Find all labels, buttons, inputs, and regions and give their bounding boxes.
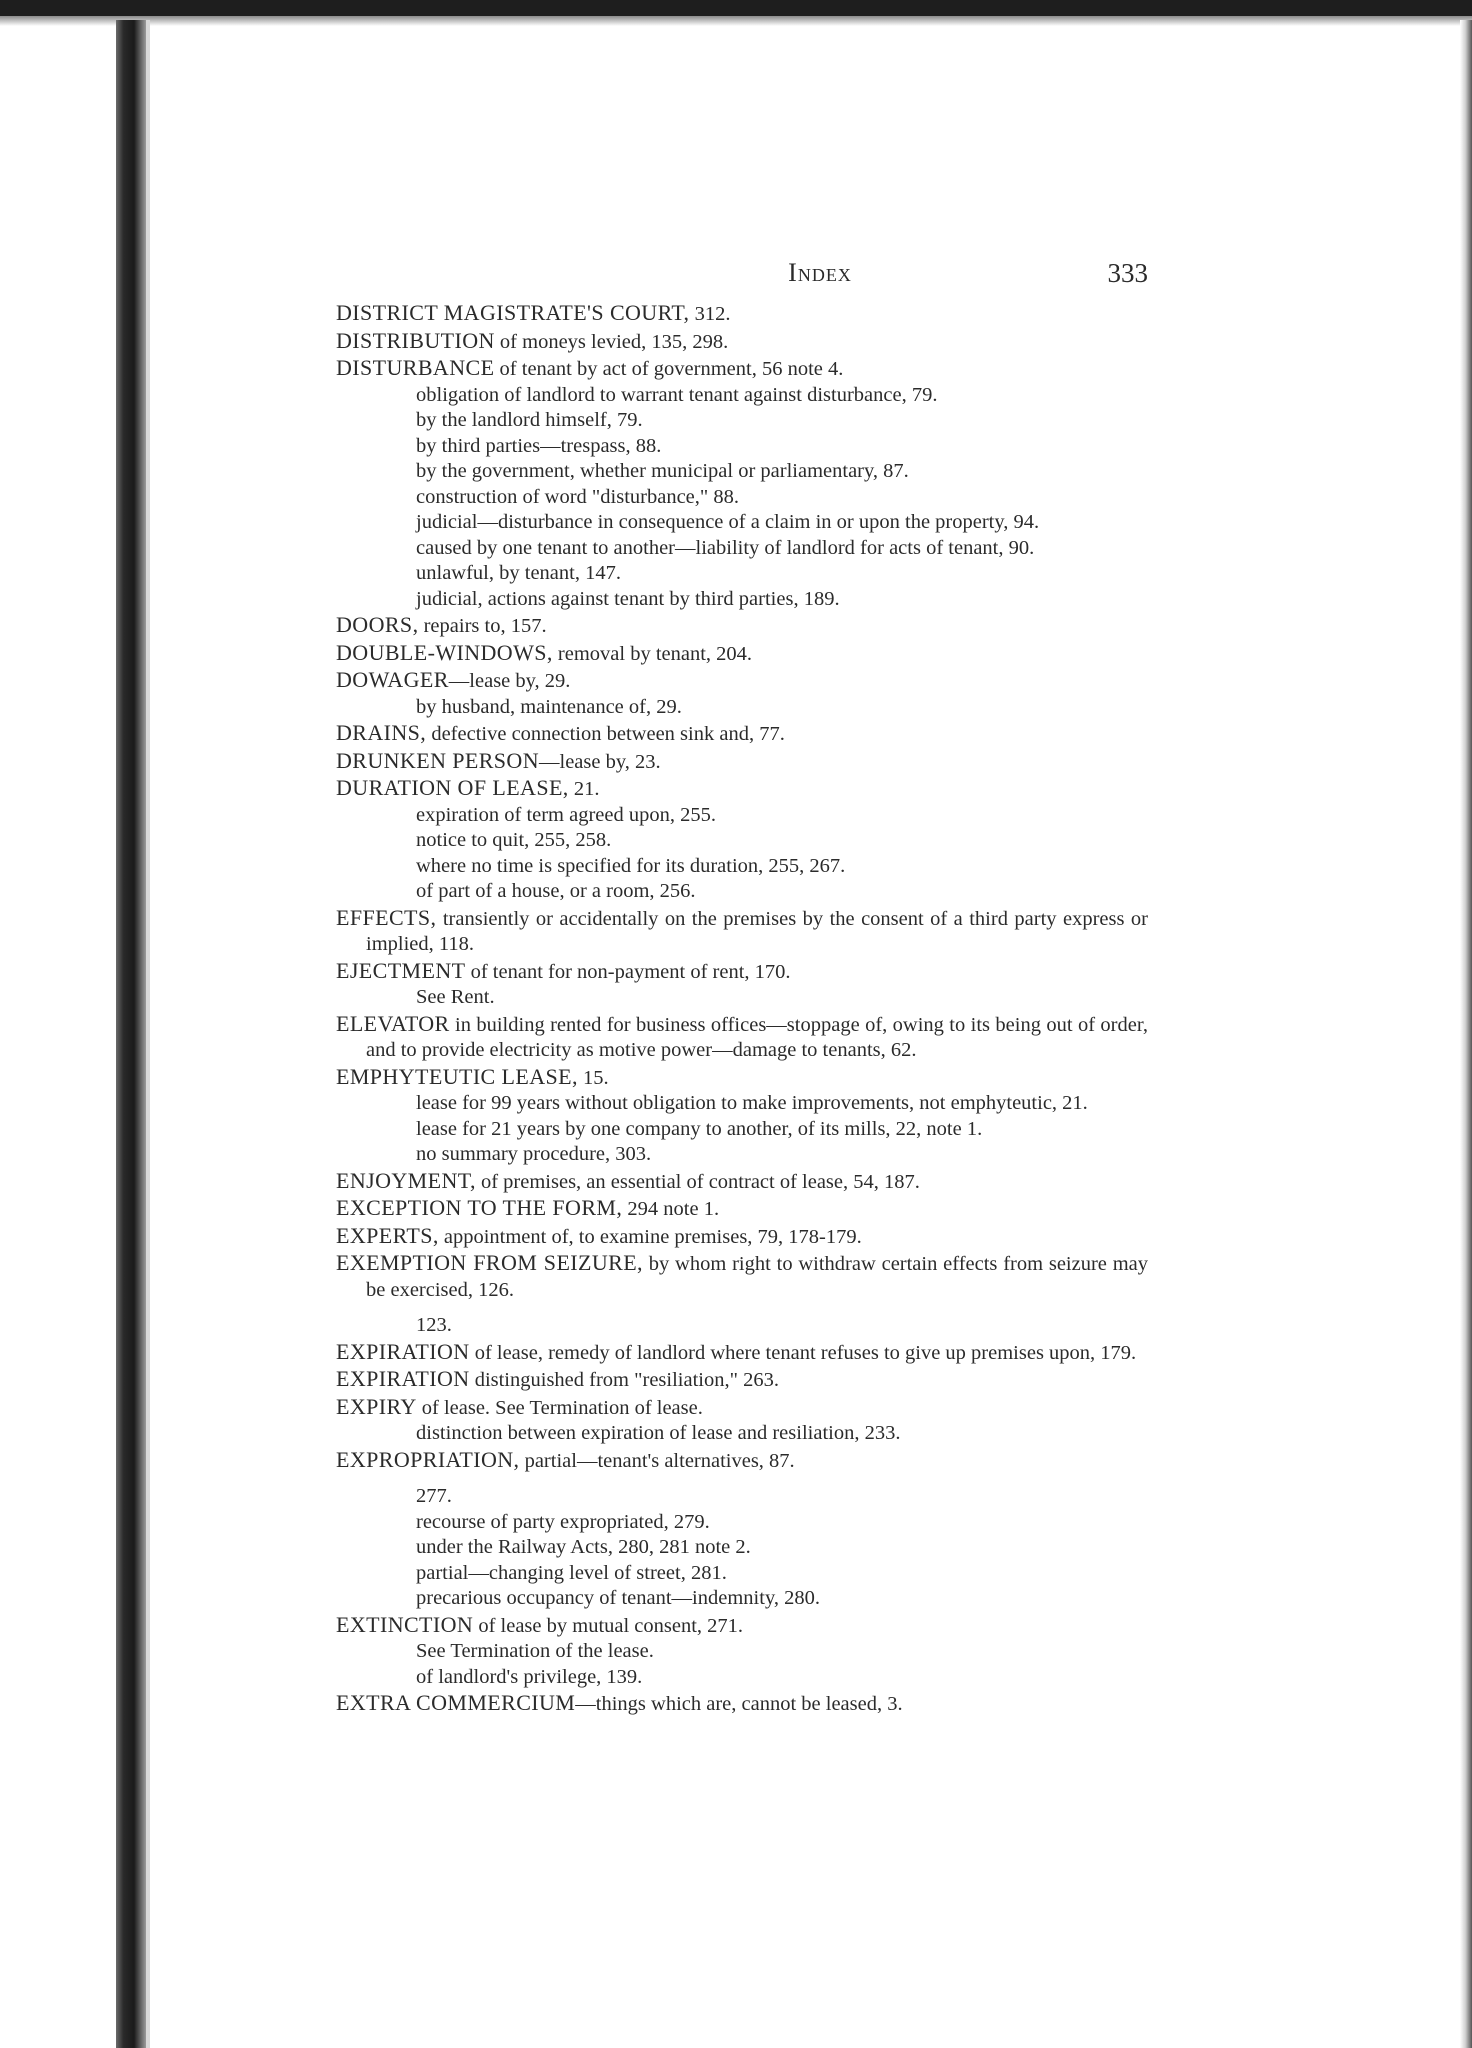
index-entry (336, 1394, 1148, 1422)
entry-text: by the government, whether municipal or parliamentary, 87. (416, 460, 909, 482)
index-subentry (336, 536, 1148, 562)
index-entry (336, 1011, 1148, 1064)
entry-heading: DOORS, (336, 612, 419, 637)
index-subentry (336, 408, 1148, 434)
index-entry (336, 1168, 1148, 1196)
index-subentry (336, 459, 1148, 485)
entry-text: 312. (689, 303, 731, 325)
book-spine-highlight (146, 20, 150, 2048)
entry-text: caused by one tenant to another—liability of landlord for acts of tenant, 90. (416, 536, 1035, 559)
entry-heading: EXPIRATION (336, 1338, 470, 1364)
entry-text: of lease by mutual consent, 271. (473, 1614, 744, 1637)
scan-top-border (0, 0, 1472, 16)
entry-text: 294 note 1. (622, 1198, 720, 1220)
index-entry (336, 1612, 1148, 1640)
book-spine-edge (116, 20, 146, 2048)
entry-heading: EXTRA COMMERCIUM (336, 1690, 576, 1715)
entry-text: of tenant by act of government, 56 note 4. (494, 358, 844, 380)
index-entry (336, 612, 1148, 640)
entry-text: by third parties—trespass, 88. (416, 434, 662, 457)
entry-text: judicial, actions against tenant by third parties, 189. (416, 587, 840, 610)
entry-text: partial—tenant's alternatives, 87. (519, 1449, 795, 1472)
entry-text: 15. (577, 1066, 609, 1089)
index-subentry (336, 1561, 1148, 1587)
index-entry (336, 1339, 1148, 1367)
index-list (336, 300, 1148, 1718)
entry-text: of premises, an essential of contract of lease, 54, 187. (475, 1170, 920, 1193)
entry-text: expiration of term agreed upon, 255. (416, 803, 717, 826)
index-entry (336, 720, 1148, 748)
entry-heading: DISTRIBUTION (336, 327, 495, 353)
index-subentry (336, 1639, 1148, 1665)
entry-heading: EXPERTS, (336, 1222, 439, 1248)
index-entry (336, 1064, 1148, 1092)
entry-text: of lease. See Termination of lease. (416, 1396, 703, 1419)
index-subentry (336, 485, 1148, 511)
entry-text: no summary procedure, 303. (416, 1143, 652, 1165)
index-subentry (336, 803, 1148, 829)
entry-heading: EXTINCTION (336, 1611, 474, 1637)
entry-text: See Termination of the lease. (416, 1640, 654, 1662)
entry-text: of lease, remedy of landlord where tenant refuses to give up premises upon, 179. (469, 1341, 1137, 1364)
index-subentry (336, 879, 1148, 905)
index-subentry (336, 1313, 1148, 1339)
entry-text: precarious occupancy of tenant—indemnity, 280. (416, 1587, 820, 1609)
index-entry (336, 748, 1148, 776)
running-head: Index (788, 258, 852, 287)
entry-text: where no time is specified for its duration, 255, 267. (416, 854, 846, 877)
entry-text: 21. (568, 778, 600, 800)
entry-heading: DRUNKEN PERSON (336, 747, 540, 773)
entry-text: defective connection between sink and, 77. (426, 723, 785, 745)
entry-heading: DOUBLE-WINDOWS, (336, 639, 553, 665)
entry-text: of part of a house, or a room, 256. (416, 880, 696, 902)
index-subentry (336, 434, 1148, 460)
entry-heading: EFFECTS, (336, 904, 437, 930)
entry-text: repairs to, 157. (418, 615, 547, 637)
entry-heading: DISTRICT MAGISTRATE'S COURT, (336, 300, 690, 325)
entry-text: —lease by, 23. (539, 750, 661, 773)
index-entry (336, 640, 1148, 668)
entry-heading: ENJOYMENT, (336, 1167, 476, 1193)
entry-heading: DISTURBANCE (336, 355, 495, 380)
entry-text: partial—changing level of street, 281. (416, 1561, 727, 1584)
index-subentry (336, 510, 1148, 536)
entry-text: lease for 21 years by one company to another, of its mills, 22, note 1. (416, 1117, 983, 1140)
entry-heading: DOWAGER (336, 667, 449, 692)
index-subentry (336, 1586, 1148, 1612)
entry-heading: EJECTMENT (336, 957, 466, 983)
entry-heading: DRAINS, (336, 720, 427, 745)
index-subentry (336, 383, 1148, 409)
entry-text: of moneys levied, 135, 298. (494, 330, 729, 353)
entry-text: of landlord's privilege, 139. (416, 1665, 643, 1688)
entry-heading: EXPIRATION (336, 1366, 470, 1391)
entry-text: in building rented for business offices—stoppage of, owing to its being out of order, and to provide electricity as motive power—damage to tenants, 62. (366, 1013, 1148, 1061)
entry-text: by the landlord himself, 79. (416, 409, 643, 431)
entry-text: 277. (416, 1485, 452, 1507)
entry-heading: EXPIRY (336, 1393, 417, 1419)
entry-text: transiently or accidentally on the premises by the consent of a third party express or implied, 118. (366, 907, 1148, 955)
entry-text: distinction between expiration of lease and resiliation, 233. (416, 1422, 901, 1444)
index-subentry (336, 1421, 1148, 1447)
entry-text: of tenant for non-payment of rent, 170. (465, 960, 791, 983)
index-subentry (336, 1142, 1148, 1168)
entry-text: appointment of, to examine premises, 79, 178-179. (438, 1225, 862, 1248)
entry-heading: DURATION OF LEASE, (336, 775, 569, 800)
entry-text: by whom right to withdraw certain effects from seizure may be exercised, 126. (366, 1253, 1148, 1301)
index-subentry (336, 1091, 1148, 1117)
page-right-edge (1460, 20, 1472, 2048)
entry-text: by husband, maintenance of, 29. (416, 695, 682, 718)
entry-text: notice to quit, 255, 258. (416, 829, 612, 851)
index-entry (336, 1366, 1148, 1394)
index-subentry (336, 828, 1148, 854)
entry-heading: EXCEPTION TO THE FORM, (336, 1195, 623, 1220)
entry-text: —lease by, 29. (448, 670, 571, 692)
entry-heading: EXPROPRIATION, (336, 1446, 520, 1472)
index-entry (336, 775, 1148, 803)
index-subentry (336, 1665, 1148, 1691)
index-subentry (336, 985, 1148, 1011)
entry-text: under the Railway Acts, 280, 281 note 2. (416, 1536, 751, 1558)
index-entry (336, 1690, 1148, 1718)
entry-text: removal by tenant, 204. (552, 642, 753, 665)
entry-heading: EXEMPTION FROM SEIZURE, (336, 1250, 643, 1275)
index-subentry (336, 695, 1148, 721)
index-entry (336, 1223, 1148, 1251)
index-entry (336, 1250, 1148, 1303)
index-subentry (336, 1117, 1148, 1143)
page-header (336, 258, 1148, 294)
entry-text: See Rent. (416, 986, 495, 1008)
index-subentry (336, 1535, 1148, 1561)
entry-text: construction of word "disturbance," 88. (416, 485, 740, 508)
index-entry (336, 1195, 1148, 1223)
index-subentry (336, 587, 1148, 613)
index-entry (336, 300, 1148, 328)
index-entry (336, 355, 1148, 383)
index-subentry (336, 1484, 1148, 1510)
entry-heading: ELEVATOR (336, 1010, 450, 1036)
entry-heading: EMPHYTEUTIC LEASE, (336, 1063, 578, 1089)
page-number: 333 (1107, 258, 1148, 288)
index-subentry (336, 1510, 1148, 1536)
entry-text: unlawful, by tenant, 147. (416, 562, 621, 584)
entry-text: —things which are, cannot be leased, 3. (575, 1693, 903, 1715)
index-subentry (336, 854, 1148, 880)
index-entry (336, 328, 1148, 356)
scan-top-shadow (0, 16, 1472, 26)
entry-text: 123. (416, 1314, 452, 1336)
index-entry (336, 905, 1148, 958)
index-entry (336, 1447, 1148, 1475)
entry-text: obligation of landlord to warrant tenant against disturbance, 79. (416, 383, 938, 406)
index-subentry (336, 561, 1148, 587)
entry-text: lease for 99 years without obligation to make improvements, not emphyteutic, 21. (416, 1092, 1088, 1114)
index-entry (336, 667, 1148, 695)
entry-text: recourse of party expropriated, 279. (416, 1510, 710, 1533)
entry-text: distinguished from "resiliation," 263. (469, 1369, 779, 1391)
index-entry (336, 958, 1148, 986)
entry-text: judicial—disturbance in consequence of a claim in or upon the property, 94. (416, 511, 1040, 533)
